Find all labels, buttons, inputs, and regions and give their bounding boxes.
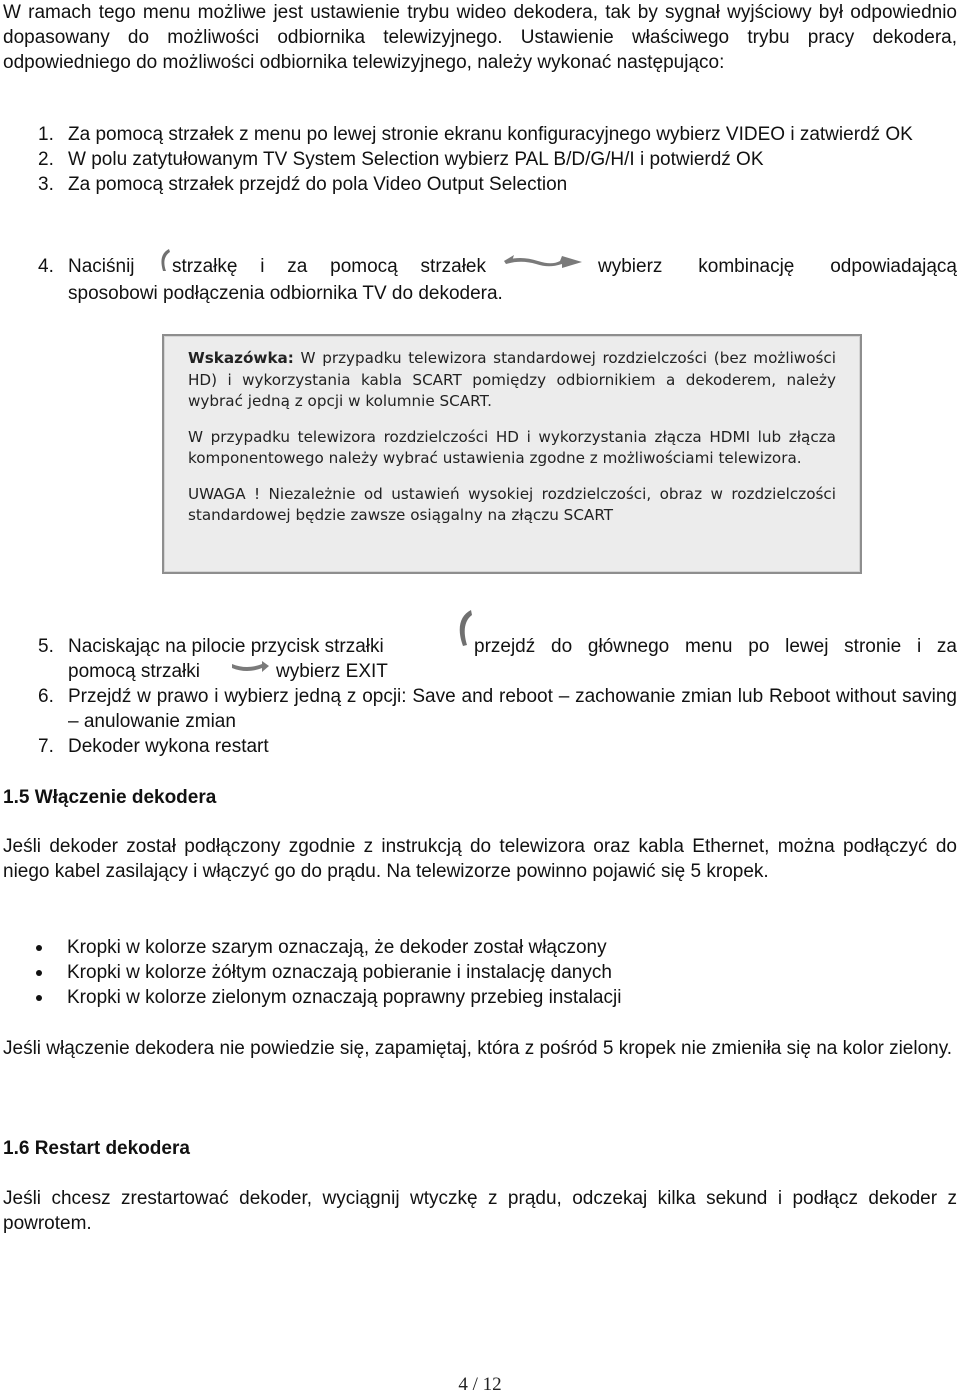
step-4-word3: wybierz kombinację odpowiadającą <box>598 256 957 277</box>
step-text: Za pomocą strzałek z menu po lewej stronie ekranu konfiguracyjnego wybierz VIDEO i zatwierdź OK <box>68 124 913 145</box>
section-heading-1-6: 1.6 Restart dekodera <box>3 1138 190 1159</box>
step-number: 3. <box>38 174 54 195</box>
bullet-text: Kropki w kolorze zielonym oznaczają poprawny przebieg instalacji <box>67 987 622 1008</box>
intro-paragraph: W ramach tego menu możliwe jest ustawienie trybu wideo dekodera, tak by sygnał wyjściowy był odpowiednio dopasowany do możliwości odbiornika telewizyjnego. Ustawienie właściwego trybu pracy dekodera, odpowiedniego do możliwości odbiornika telewizyjnego, należy wykonać następująco: <box>3 2 957 73</box>
step-number: 2. <box>38 149 54 170</box>
step-number: 1. <box>38 124 54 145</box>
step-4-word1: Naciśnij <box>68 256 135 277</box>
step-number: 6. <box>38 686 54 707</box>
list-item <box>38 734 958 759</box>
step-4-line2: sposobowi podłączenia odbiornika TV do dekodera. <box>68 283 503 304</box>
hint-paragraph-1: W przypadku telewizora standardowej rozdzielczości (bez możliwości HD) i wykorzystania kabla SCART pomiędzy odbiornikiem a dekoderem, należy wybrać jedną z opcji w kolumnie SCART. <box>188 349 837 410</box>
step-4 <box>38 254 54 279</box>
section-1-5-paragraph-2: Jeśli włączenie dekodera nie powiedzie się, zapamiętaj, która z pośród 5 kropek nie zmieniła się na kolor zielony. <box>3 1038 953 1059</box>
list-item <box>38 147 958 172</box>
step-list-b <box>38 684 958 759</box>
step-text: W polu zatytułowanym TV System Selection wybierz PAL B/D/G/H/I i potwierdź OK <box>68 149 764 170</box>
step-number: 4. <box>38 256 54 277</box>
page-number: 4 / 12 <box>458 1374 502 1395</box>
step-text: Przejdź w prawo i wybierz jedną z opcji: Save and reboot – zachowanie zmian lub Reboot without saving – anulowanie zmian <box>68 686 957 732</box>
step-text: Dekoder wykona restart <box>68 736 269 757</box>
step-5-line2a: pomocą strzałki <box>68 661 200 682</box>
hint-box <box>162 334 862 574</box>
arrow-left-icon <box>455 608 473 648</box>
section-heading-1-5: 1.5 Włączenie dekodera <box>3 787 217 808</box>
section-1-5-paragraph-1: Jeśli dekoder został podłączony zgodnie z instrukcją do telewizora oraz kabla Ethernet, można podłączyć do niego kabel zasilający i włączyć go do prądu. Na telewizorze powinno pojawić się 5 kropek. <box>3 836 957 882</box>
step-number: 7. <box>38 736 54 757</box>
step-5-word1: Naciskając na pilocie przycisk strzałki <box>68 636 384 657</box>
hint-label: Wskazówka: <box>188 349 294 367</box>
arrow-left-right-icon <box>502 252 584 270</box>
hint-paragraph-2: W przypadku telewizora rozdzielczości HD i wykorzystania złącza HDMI lub złącza komponentowego należy wybrać ustawienia zgodne z możliwościami telewizora. <box>188 427 836 467</box>
arrow-down-icon <box>230 660 270 674</box>
bullet-text: Kropki w kolorze żółtym oznaczają pobieranie i instalację danych <box>67 962 612 983</box>
arrow-left-icon <box>157 247 171 273</box>
section-1-6-paragraph-1: Jeśli chcesz zrestartować dekoder, wyciągnij wtyczkę z prądu, odczekaj kilka sekund i podłącz dekoder z powrotem. <box>3 1188 957 1234</box>
step-list-a <box>38 122 958 197</box>
step-text: Za pomocą strzałek przejdź do pola Video Output Selection <box>68 174 568 195</box>
bullet-icon <box>36 970 42 976</box>
step-5 <box>38 634 54 659</box>
bullet-text: Kropki w kolorze szarym oznaczają, że dekoder został włączony <box>67 937 607 958</box>
step-number: 5. <box>38 636 54 657</box>
step-5-line2b: wybierz EXIT <box>276 661 388 682</box>
list-item <box>38 172 958 197</box>
step-5-word2: przejdź do głównego menu po lewej stronie i za <box>474 636 957 657</box>
list-item <box>38 684 958 734</box>
bullet-icon <box>36 995 42 1001</box>
bullet-icon <box>36 945 42 951</box>
step-4-word2: strzałkę i za pomocą strzałek <box>172 256 486 277</box>
list-item <box>38 122 958 147</box>
hint-paragraph-3: UWAGA ! Niezależnie od ustawień wysokiej rozdzielczości, obraz w rozdzielczości standardowej będzie zawsze osiągalny na złączu SCART <box>188 484 836 524</box>
